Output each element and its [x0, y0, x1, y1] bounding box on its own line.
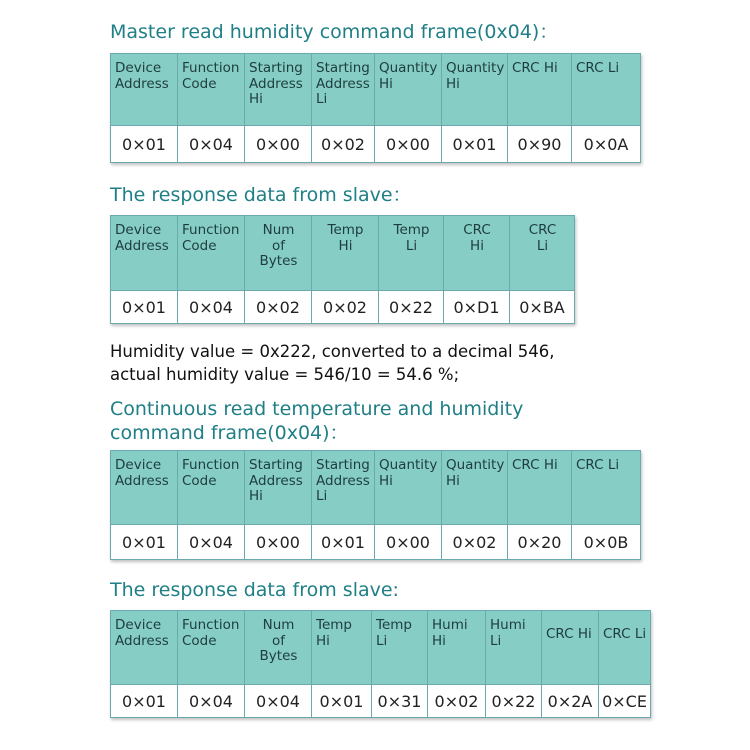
value-cell: 0×04: [178, 525, 245, 560]
header-cell: Device Address: [111, 216, 178, 291]
header-cell: Temp Hi: [312, 611, 372, 685]
value-cell: 0×CE: [599, 685, 651, 718]
note-line-1: Humidity value = 0x222, converted to a decimal 546,: [110, 342, 555, 361]
section1-title: Master read humidity command frame(0x04)：: [110, 21, 559, 43]
value-cell: 0×04: [178, 291, 245, 324]
note-line-2: actual humidity value = 546/10 = 54.6 %;: [110, 365, 460, 384]
header-cell: Humi Hi: [428, 611, 486, 685]
value-cell: 0×01: [111, 525, 178, 560]
header-cell: Num of Bytes: [245, 611, 312, 685]
header-cell: CRC Li: [599, 611, 651, 685]
header-cell: Device Address: [111, 611, 178, 685]
header-cell: Temp Li: [372, 611, 428, 685]
header-cell: Device Address: [111, 451, 178, 525]
value-cell: 0×04: [178, 126, 245, 163]
header-cell: Starting Address Hi: [245, 54, 312, 126]
value-cell: 0×90: [508, 126, 572, 163]
continuous-read-command-table: [110, 450, 641, 560]
value-cell: 0×00: [245, 525, 312, 560]
header-cell: CRC Hi: [542, 611, 599, 685]
header-cell: Quantity Hi: [375, 54, 442, 126]
value-cell: 0×00: [245, 126, 312, 163]
value-cell: 0×0B: [572, 525, 641, 560]
header-cell: CRC Hi: [444, 216, 510, 291]
header-cell: Starting Address Li: [312, 451, 375, 525]
header-cell: Device Address: [111, 54, 178, 126]
header-cell: CRC Li: [510, 216, 575, 291]
header-cell: Function Code: [178, 611, 245, 685]
header-cell: CRC Hi: [508, 451, 572, 525]
value-cell: 0×02: [312, 126, 375, 163]
header-cell: Quantity Hi: [442, 54, 508, 126]
value-cell: 0×02: [428, 685, 486, 718]
humidity-calculation-note: [110, 340, 555, 386]
header-cell: Temp Li: [379, 216, 444, 291]
value-cell: 0×00: [375, 126, 442, 163]
value-cell: 0×0A: [572, 126, 641, 163]
slave-response-temp-humidity-table: [110, 610, 651, 718]
header-cell: CRC Hi: [508, 54, 572, 126]
header-cell: Function Code: [178, 451, 245, 525]
value-cell: 0×22: [486, 685, 542, 718]
value-cell: 0×01: [111, 126, 178, 163]
section2-title: The response data from slave：: [110, 184, 412, 206]
header-cell: Temp Hi: [312, 216, 379, 291]
header-cell: Quantity Hi: [442, 451, 508, 525]
value-cell: 0×22: [379, 291, 444, 324]
header-cell: Humi Li: [486, 611, 542, 685]
header-cell: Starting Address Li: [312, 54, 375, 126]
header-cell: Num of Bytes: [245, 216, 312, 291]
value-cell: 0×02: [245, 291, 312, 324]
value-cell: 0×02: [442, 525, 508, 560]
section3-title: Continuous read temperature and humidity command frame(0x04)：: [110, 398, 524, 444]
value-cell: 0×01: [442, 126, 508, 163]
header-cell: CRC Li: [572, 54, 641, 126]
value-cell: 0×01: [312, 525, 375, 560]
value-cell: 0×20: [508, 525, 572, 560]
value-cell: 0×D1: [444, 291, 510, 324]
slave-response-humidity-table: [110, 215, 575, 324]
section4-title: The response data from slave:: [110, 579, 399, 601]
header-cell: Quantity Hi: [375, 451, 442, 525]
master-read-humidity-table: [110, 53, 641, 163]
value-cell: 0×02: [312, 291, 379, 324]
header-cell: CRC Li: [572, 451, 641, 525]
header-cell: Starting Address Hi: [245, 451, 312, 525]
value-cell: 0×2A: [542, 685, 599, 718]
header-cell: Function Code: [178, 54, 245, 126]
value-cell: 0×00: [375, 525, 442, 560]
value-cell: 0×01: [312, 685, 372, 718]
value-cell: 0×01: [111, 291, 178, 324]
value-cell: 0×01: [111, 685, 178, 718]
value-cell: 0×BA: [510, 291, 575, 324]
value-cell: 0×31: [372, 685, 428, 718]
header-cell: Function Code: [178, 216, 245, 291]
value-cell: 0×04: [245, 685, 312, 718]
value-cell: 0×04: [178, 685, 245, 718]
